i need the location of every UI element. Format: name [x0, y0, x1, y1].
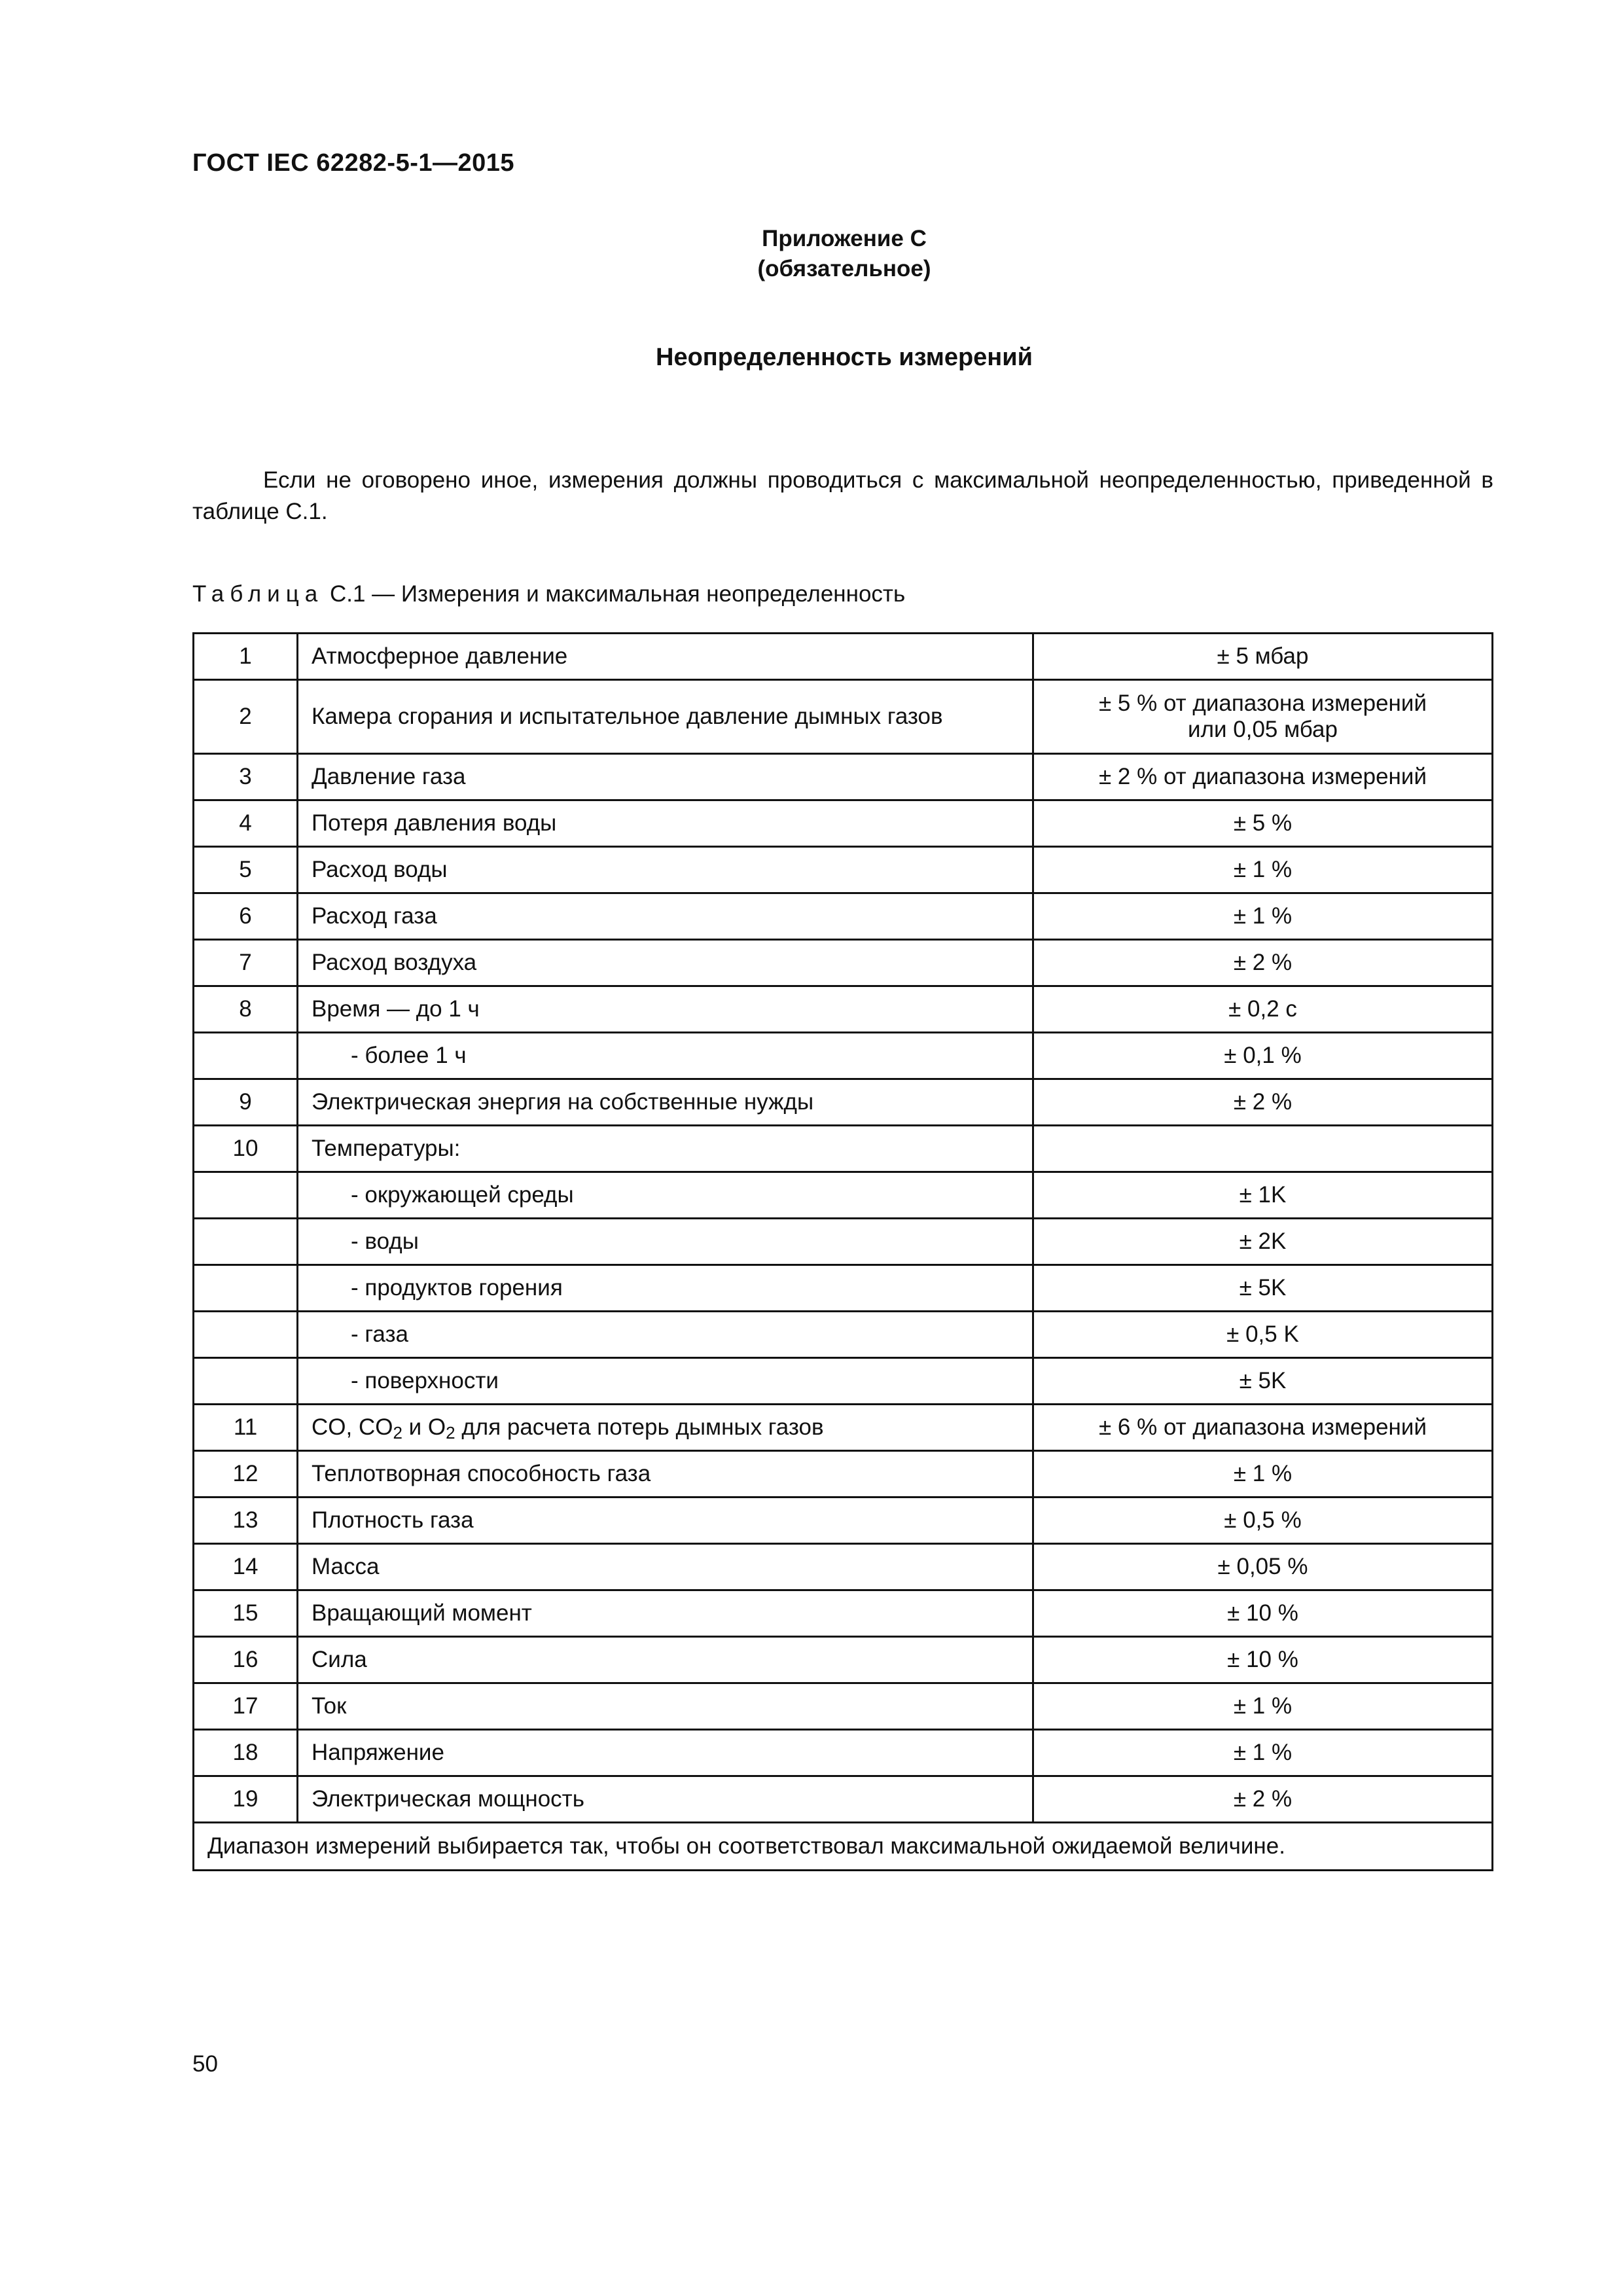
measurement-name: Камера сгорания и испытательное давление дымных газов [298, 680, 1033, 754]
row-number: 11 [194, 1405, 298, 1451]
measurement-name [298, 1405, 1033, 1451]
table-caption-text: С.1 — Измерения и максимальная неопределенность [323, 581, 906, 607]
row-number [194, 1312, 298, 1358]
row-number: 15 [194, 1590, 298, 1637]
uncertainty-table [192, 632, 1493, 1871]
table-caption [192, 581, 905, 607]
measurement-name: Время — до 1 ч [298, 986, 1033, 1033]
measurement-name: Электрическая энергия на собственные нужды [298, 1079, 1033, 1126]
row-number: 2 [194, 680, 298, 754]
max-uncertainty: ± 0,05 % [1033, 1544, 1493, 1590]
measurement-name: Вращающий момент [298, 1590, 1033, 1637]
max-uncertainty: ± 2 % от диапазона измерений [1033, 754, 1493, 800]
table-row [194, 1358, 1493, 1405]
measurement-name: - воды [298, 1219, 1033, 1265]
table-row [194, 986, 1493, 1033]
table-note-row [194, 1823, 1493, 1871]
table-row [194, 1033, 1493, 1079]
intro-paragraph: Если не оговорено иное, измерения должны проводиться с максимальной неопределенностью, приведенной в таблице С.1. [192, 467, 1493, 524]
max-uncertainty: ± 5 % [1033, 800, 1493, 847]
table-row [194, 1312, 1493, 1358]
appendix-title: Неопределенность измерений [656, 344, 1033, 371]
measurement-name: Ток [298, 1683, 1033, 1730]
table-row [194, 1172, 1493, 1219]
measurement-name: Теплотворная способность газа [298, 1451, 1033, 1498]
max-uncertainty: ± 2 % [1033, 1776, 1493, 1823]
max-uncertainty: ± 10 % [1033, 1637, 1493, 1683]
table-row [194, 1265, 1493, 1312]
measurement-name: Расход воздуха [298, 940, 1033, 986]
table-row [194, 1498, 1493, 1544]
max-uncertainty: ± 2 % [1033, 940, 1493, 986]
max-uncertainty: ± 5K [1033, 1358, 1493, 1405]
row-number: 19 [194, 1776, 298, 1823]
measurement-name: Атмосферное давление [298, 634, 1033, 680]
max-uncertainty: ± 1 % [1033, 893, 1493, 940]
page-number: 50 [192, 2051, 218, 2077]
max-uncertainty: ± 1 % [1033, 1730, 1493, 1776]
measurement-name: Расход газа [298, 893, 1033, 940]
table-row [194, 1683, 1493, 1730]
table-row [194, 1405, 1493, 1451]
measurement-name: Масса [298, 1544, 1033, 1590]
measurement-name: Напряжение [298, 1730, 1033, 1776]
max-uncertainty: ± 2 % [1033, 1079, 1493, 1126]
max-uncertainty: ± 1 % [1033, 847, 1493, 893]
max-uncertainty: ± 1 % [1033, 1683, 1493, 1730]
table-row [194, 1126, 1493, 1172]
row-number: 8 [194, 986, 298, 1033]
table-row [194, 1079, 1493, 1126]
row-number: 4 [194, 800, 298, 847]
max-uncertainty: ± 2K [1033, 1219, 1493, 1265]
row-number: 3 [194, 754, 298, 800]
table-note: Диапазон измерений выбирается так, чтобы он соответствовал максимальной ожидаемой величине. [194, 1823, 1493, 1871]
max-uncertainty [1033, 680, 1493, 754]
document-code: ГОСТ IEC 62282-5-1—2015 [192, 149, 515, 177]
row-number [194, 1219, 298, 1265]
row-number: 9 [194, 1079, 298, 1126]
max-uncertainty: ± 0,5 K [1033, 1312, 1493, 1358]
max-uncertainty: ± 0,5 % [1033, 1498, 1493, 1544]
table-row [194, 1544, 1493, 1590]
measurement-name: - окружающей среды [298, 1172, 1033, 1219]
measurement-name: Температуры: [298, 1126, 1033, 1172]
row-number [194, 1358, 298, 1405]
table-caption-label: Таблица [192, 581, 324, 607]
max-uncertainty [1033, 1126, 1493, 1172]
measurement-name: - газа [298, 1312, 1033, 1358]
subscript: 2 [393, 1423, 402, 1443]
appendix-status: (обязательное) [757, 256, 931, 281]
measurement-name: - поверхности [298, 1358, 1033, 1405]
table-row [194, 634, 1493, 680]
subscript: 2 [446, 1423, 455, 1443]
table-row [194, 680, 1493, 754]
measurement-name: Расход воды [298, 847, 1033, 893]
measurement-name: Сила [298, 1637, 1033, 1683]
measurement-name: Потеря давления воды [298, 800, 1033, 847]
table-row [194, 940, 1493, 986]
row-number: 6 [194, 893, 298, 940]
row-number: 1 [194, 634, 298, 680]
table-row [194, 1451, 1493, 1498]
table-row [194, 1730, 1493, 1776]
max-uncertainty: ± 10 % [1033, 1590, 1493, 1637]
table-row [194, 1637, 1493, 1683]
measurement-name: - продуктов горения [298, 1265, 1033, 1312]
max-uncertainty: ± 0,1 % [1033, 1033, 1493, 1079]
name-part: CO, CO [312, 1414, 393, 1440]
max-uncertainty-line: ± 5 % от диапазона измерений [1098, 691, 1427, 716]
max-uncertainty-line: или 0,05 мбар [1188, 717, 1338, 742]
max-uncertainty: ± 0,2 с [1033, 986, 1493, 1033]
row-number: 16 [194, 1637, 298, 1683]
name-part: и O [402, 1414, 446, 1440]
row-number: 14 [194, 1544, 298, 1590]
row-number: 17 [194, 1683, 298, 1730]
row-number [194, 1033, 298, 1079]
name-part: для расчета потерь дымных газов [455, 1414, 824, 1440]
row-number: 13 [194, 1498, 298, 1544]
row-number: 12 [194, 1451, 298, 1498]
measurement-name: Плотность газа [298, 1498, 1033, 1544]
max-uncertainty: ± 1 % [1033, 1451, 1493, 1498]
row-number: 18 [194, 1730, 298, 1776]
appendix-label: Приложение С [762, 226, 927, 251]
row-number: 10 [194, 1126, 298, 1172]
table-row [194, 893, 1493, 940]
max-uncertainty: ± 1K [1033, 1172, 1493, 1219]
measurement-name: Электрическая мощность [298, 1776, 1033, 1823]
appendix-heading [0, 224, 1623, 284]
table-row [194, 847, 1493, 893]
measurement-name: - более 1 ч [298, 1033, 1033, 1079]
table-row [194, 1590, 1493, 1637]
table-row [194, 1776, 1493, 1823]
table-row [194, 1219, 1493, 1265]
row-number [194, 1172, 298, 1219]
row-number: 7 [194, 940, 298, 986]
table-row [194, 800, 1493, 847]
table-row [194, 754, 1493, 800]
row-number [194, 1265, 298, 1312]
max-uncertainty: ± 6 % от диапазона измерений [1033, 1405, 1493, 1451]
measurement-name: Давление газа [298, 754, 1033, 800]
max-uncertainty: ± 5K [1033, 1265, 1493, 1312]
row-number: 5 [194, 847, 298, 893]
max-uncertainty: ± 5 мбар [1033, 634, 1493, 680]
